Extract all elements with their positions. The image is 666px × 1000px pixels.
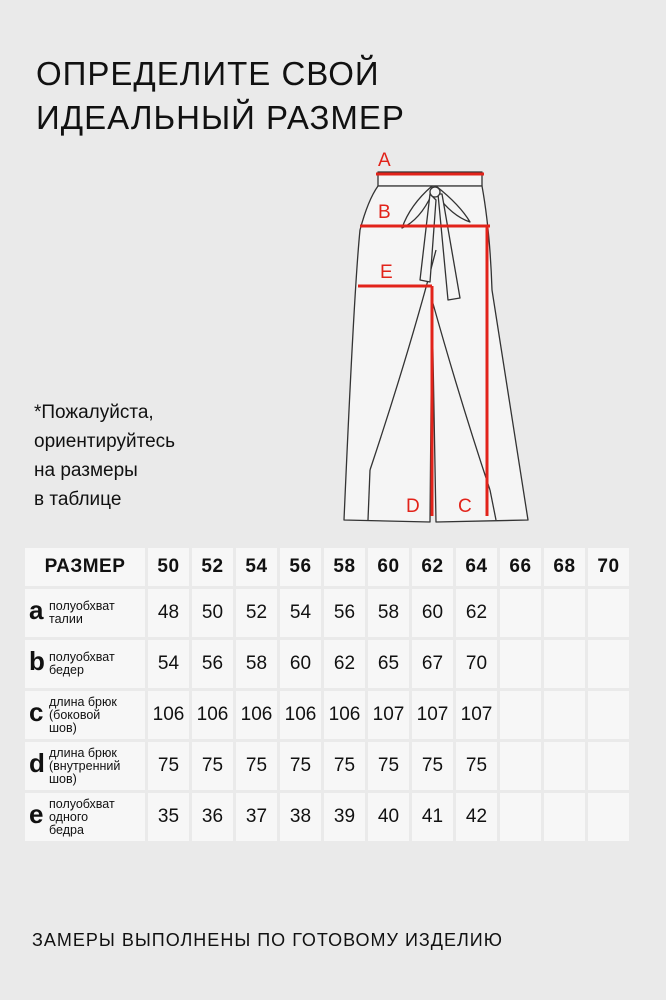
size-64: 64 bbox=[456, 548, 497, 586]
measure-c-label: C bbox=[458, 496, 472, 517]
table-cell: 36 bbox=[192, 793, 233, 841]
table-cell: 75 bbox=[236, 742, 277, 790]
measure-a-label: A bbox=[378, 150, 391, 171]
table-cell bbox=[544, 742, 585, 790]
row-letter: b bbox=[29, 645, 45, 676]
table-cell: 54 bbox=[280, 589, 321, 637]
table-cell: 58 bbox=[368, 589, 409, 637]
table-cell: 41 bbox=[412, 793, 453, 841]
table-cell bbox=[588, 793, 629, 841]
table-cell: 50 bbox=[192, 589, 233, 637]
size-50: 50 bbox=[148, 548, 189, 586]
table-cell: 38 bbox=[280, 793, 321, 841]
size-header-row bbox=[25, 548, 629, 586]
table-cell bbox=[544, 589, 585, 637]
row-label-c bbox=[25, 691, 145, 739]
table-cell bbox=[588, 589, 629, 637]
size-52: 52 bbox=[192, 548, 233, 586]
table-cell: 67 bbox=[412, 640, 453, 688]
table-cell: 70 bbox=[456, 640, 497, 688]
table-cell: 75 bbox=[324, 742, 365, 790]
page-title bbox=[36, 52, 405, 140]
table-cell: 52 bbox=[236, 589, 277, 637]
row-description: полуобхват бедер bbox=[49, 650, 115, 677]
note-line-4: в таблице bbox=[34, 489, 122, 510]
table-cell: 75 bbox=[280, 742, 321, 790]
size-62: 62 bbox=[412, 548, 453, 586]
row-description: полуобхват одного бедра bbox=[49, 796, 115, 837]
table-row-a bbox=[25, 589, 629, 637]
table-cell bbox=[588, 640, 629, 688]
table-cell: 37 bbox=[236, 793, 277, 841]
table-cell: 75 bbox=[368, 742, 409, 790]
table-cell: 65 bbox=[368, 640, 409, 688]
table-cell: 106 bbox=[192, 691, 233, 739]
table-cell: 107 bbox=[456, 691, 497, 739]
table-row-e bbox=[25, 793, 629, 841]
table-cell: 56 bbox=[324, 589, 365, 637]
table-cell bbox=[544, 691, 585, 739]
note-line-3: на размеры bbox=[34, 460, 138, 481]
table-cell bbox=[588, 742, 629, 790]
size-70: 70 bbox=[588, 548, 629, 586]
note-line-1: *Пожалуйста, bbox=[34, 402, 154, 423]
table-row-d bbox=[25, 742, 629, 790]
row-letter: e bbox=[29, 798, 44, 829]
size-56: 56 bbox=[280, 548, 321, 586]
table-cell: 35 bbox=[148, 793, 189, 841]
size-66: 66 bbox=[500, 548, 541, 586]
table-cell: 106 bbox=[148, 691, 189, 739]
table-cell: 54 bbox=[148, 640, 189, 688]
row-label-e bbox=[25, 793, 145, 841]
measure-d-label: D bbox=[406, 496, 420, 517]
row-label-b bbox=[25, 640, 145, 688]
trousers-illustration bbox=[340, 150, 540, 530]
size-60: 60 bbox=[368, 548, 409, 586]
table-cell: 75 bbox=[148, 742, 189, 790]
row-letter: a bbox=[29, 594, 44, 625]
table-cell bbox=[500, 742, 541, 790]
table-cell: 39 bbox=[324, 793, 365, 841]
table-row-b bbox=[25, 640, 629, 688]
size-header-label: РАЗМЕР bbox=[25, 548, 145, 586]
row-letter: d bbox=[29, 747, 45, 778]
table-cell bbox=[588, 691, 629, 739]
table-cell: 60 bbox=[280, 640, 321, 688]
table-cell bbox=[544, 793, 585, 841]
table-cell: 75 bbox=[412, 742, 453, 790]
table-row-c bbox=[25, 691, 629, 739]
table-cell: 48 bbox=[148, 589, 189, 637]
table-cell: 62 bbox=[456, 589, 497, 637]
row-description: длина брюк (боковой шов) bbox=[49, 694, 117, 735]
measure-b-label: B bbox=[378, 202, 391, 223]
size-68: 68 bbox=[544, 548, 585, 586]
table-cell: 58 bbox=[236, 640, 277, 688]
table-cell: 107 bbox=[368, 691, 409, 739]
table-cell: 75 bbox=[192, 742, 233, 790]
table-cell: 60 bbox=[412, 589, 453, 637]
size-58: 58 bbox=[324, 548, 365, 586]
table-cell bbox=[500, 589, 541, 637]
row-label-d bbox=[25, 742, 145, 790]
table-cell: 40 bbox=[368, 793, 409, 841]
size-note bbox=[34, 398, 175, 514]
table-cell: 106 bbox=[324, 691, 365, 739]
table-cell: 56 bbox=[192, 640, 233, 688]
size-54: 54 bbox=[236, 548, 277, 586]
row-description: длина брюк (внутренний шов) bbox=[49, 745, 121, 786]
table-cell bbox=[500, 640, 541, 688]
row-letter: c bbox=[29, 696, 44, 727]
measure-e-label: E bbox=[380, 262, 393, 283]
footer-note: ЗАМЕРЫ ВЫПОЛНЕНЫ ПО ГОТОВОМУ ИЗДЕЛИЮ bbox=[32, 930, 503, 950]
title-line-2: ИДЕАЛЬНЫЙ РАЗМЕР bbox=[36, 99, 405, 136]
table-cell: 107 bbox=[412, 691, 453, 739]
row-label-a bbox=[25, 589, 145, 637]
table-cell: 106 bbox=[280, 691, 321, 739]
table-cell: 75 bbox=[456, 742, 497, 790]
table-cell: 42 bbox=[456, 793, 497, 841]
size-table bbox=[22, 545, 632, 844]
table-cell bbox=[544, 640, 585, 688]
table-cell: 106 bbox=[236, 691, 277, 739]
table-cell bbox=[500, 691, 541, 739]
note-line-2: ориентируйтесь bbox=[34, 431, 176, 452]
table-cell bbox=[500, 793, 541, 841]
row-description: полуобхват талии bbox=[49, 599, 115, 626]
table-cell: 62 bbox=[324, 640, 365, 688]
title-line-1: ОПРЕДЕЛИТЕ СВОЙ bbox=[36, 55, 380, 92]
